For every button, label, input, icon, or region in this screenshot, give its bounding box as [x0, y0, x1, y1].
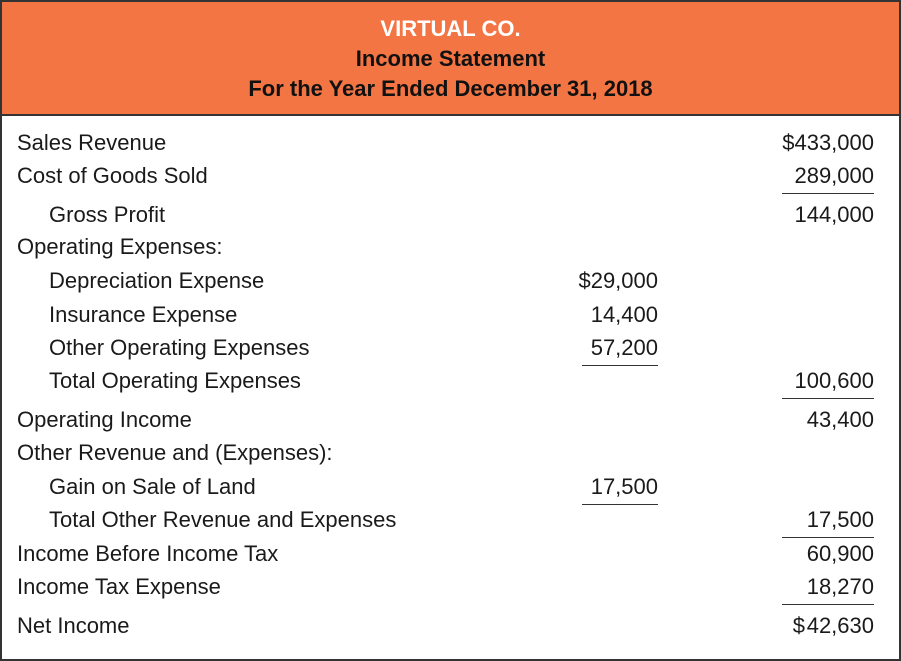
statement-row: [2, 474, 899, 504]
company-name: VIRTUAL CO.: [380, 16, 521, 41]
statement-row: [2, 407, 899, 437]
row-label: Other Operating Expenses: [49, 335, 310, 360]
row-label: Sales Revenue: [17, 130, 167, 155]
row-label: Operating Income: [17, 407, 192, 432]
currency-symbol: $: [792, 613, 805, 638]
detail-amount: 14,400: [590, 302, 658, 327]
row-label: Cost of Goods Sold: [17, 163, 208, 188]
row-label: Net Income: [17, 613, 130, 638]
statement-row: [2, 613, 899, 643]
row-label: Other Revenue and (Expenses):: [17, 440, 333, 465]
statement-row: [2, 541, 899, 571]
statement-row: [2, 335, 899, 365]
row-label: Gain on Sale of Land: [49, 474, 256, 499]
row-label: Total Operating Expenses: [49, 368, 301, 393]
total-amount: 42,630: [806, 613, 874, 638]
statement-header: [2, 2, 899, 116]
statement-row: [2, 368, 899, 398]
statement-row: [2, 440, 899, 470]
row-label: Income Before Income Tax: [17, 541, 279, 566]
detail-amount: $29,000: [578, 268, 658, 293]
detail-amount: 57,200: [582, 335, 658, 366]
statement-title: Income Statement: [355, 46, 546, 71]
total-amount: 144,000: [794, 202, 874, 227]
total-amount: 100,600: [782, 368, 874, 399]
total-amount: 43,400: [806, 407, 874, 432]
total-amount: 18,270: [782, 574, 874, 605]
detail-amount: 17,500: [582, 474, 658, 505]
row-label: Gross Profit: [49, 202, 166, 227]
statement-row: [2, 268, 899, 298]
row-label: Insurance Expense: [49, 302, 238, 327]
total-amount: 60,900: [806, 541, 874, 566]
total-amount: 289,000: [782, 163, 874, 194]
statement-row: [2, 163, 899, 193]
statement-row: [2, 202, 899, 232]
row-label: Depreciation Expense: [49, 268, 265, 293]
statement-row: [2, 507, 899, 537]
row-label: Operating Expenses:: [17, 234, 223, 259]
statement-row: [2, 130, 899, 160]
row-label: Income Tax Expense: [17, 574, 221, 599]
statement-row: [2, 574, 899, 604]
statement-row: [2, 234, 899, 264]
statement-row: [2, 302, 899, 332]
total-amount: 17,500: [782, 507, 874, 538]
statement-period: For the Year Ended December 31, 2018: [248, 76, 653, 101]
row-label: Total Other Revenue and Expenses: [49, 507, 397, 532]
total-amount: $433,000: [782, 130, 874, 155]
